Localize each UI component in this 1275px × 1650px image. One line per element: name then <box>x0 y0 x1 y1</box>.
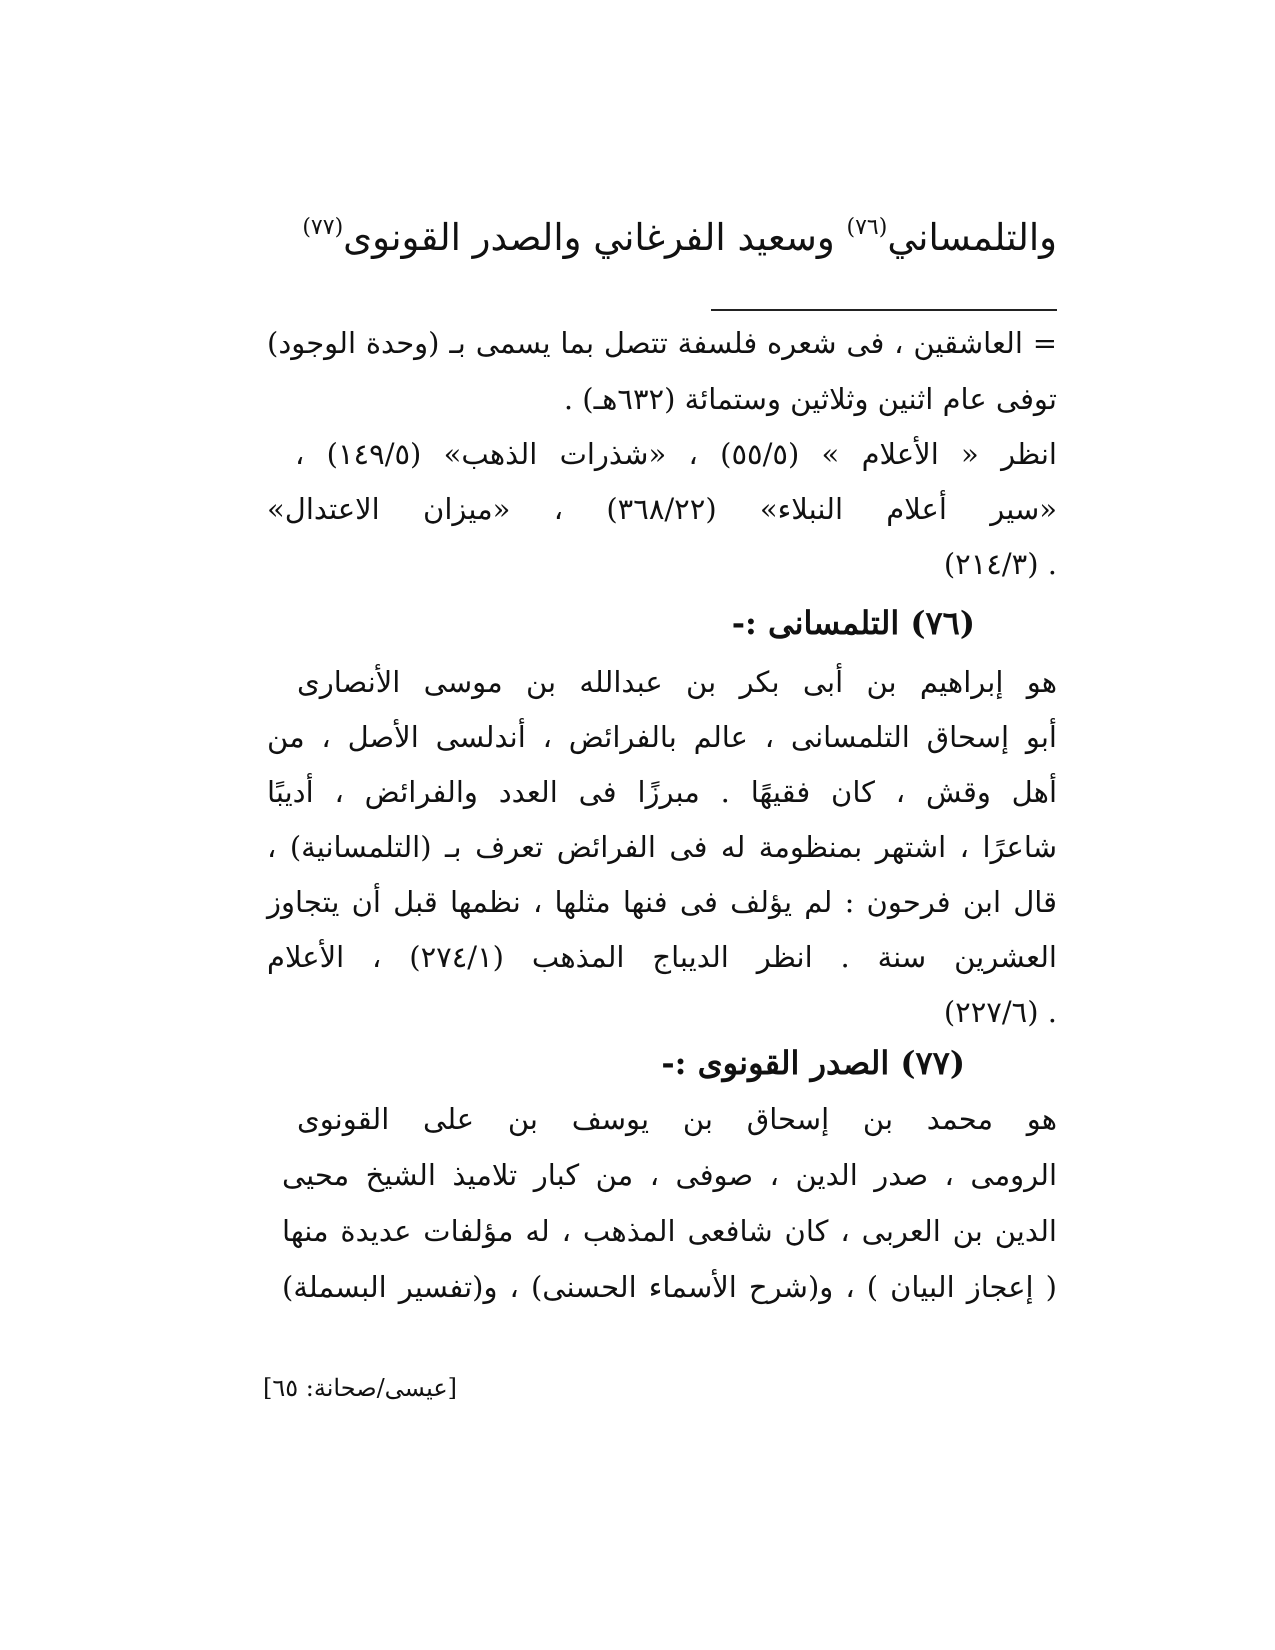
footnote-cont-line-3: انظر « الأعلام » (٥٥/٥) ، «شذرات الذهب» (١٤٩/٥) ، <box>295 437 1057 471</box>
footnote-77-line-2: الرومى ، صدر الدين ، صوفى ، من كبار تلاميذ الشيخ محيى <box>282 1158 1057 1192</box>
main-text-part-2: وسعيد الفرغاني والصدر القونوى <box>343 216 847 259</box>
main-text-line <box>257 208 1057 268</box>
footnote-77-line-3: الدين بن العربى ، كان شافعى المذهب ، له مؤلفات عديدة منها <box>282 1214 1057 1248</box>
footnote-76-line-7: . (٢٢٧/٦) <box>943 995 1057 1029</box>
footnote-cont-line-1: = العاشقين ، فى شعره فلسفة تتصل بما يسمى بـ (وحدة الوجود) <box>267 326 1057 360</box>
footnote-76-line-5: قال ابن فرحون : لم يؤلف فى فنها مثلها ، نظمها قبل أن يتجاوز <box>267 885 1057 919</box>
page-signature: [عيسى/صحانة: ٦٥] <box>262 1374 457 1402</box>
footnote-76-heading: (٧٦) التلمسانى :- <box>731 604 975 642</box>
footnote-cont-line-4: «سير أعلام النبلاء» (٣٦٨/٢٢) ، «ميزان الاعتدال» <box>267 492 1057 526</box>
footnote-76-line-6: العشرين سنة . انظر الديباج المذهب (٢٧٤/١) ، الأعلام <box>267 940 1057 974</box>
footnote-ref-76[interactable]: (٧٦) <box>846 215 888 240</box>
footnote-77-line-1: هو محمد بن إسحاق بن يوسف بن على القونوى <box>297 1102 1057 1136</box>
footnote-77-heading: (٧٧) الصدر القونوى :- <box>661 1044 965 1082</box>
footnote-cont-line-5: . (٢١٤/٣) <box>943 547 1057 581</box>
footnote-77-line-4: ( إعجاز البيان ) ، و(شرح الأسماء الحسنى) ، و(تفسير البسملة) <box>282 1270 1057 1304</box>
footnote-76-line-4: شاعرًا ، اشتهر بمنظومة له فى الفرائض تعرف بـ (التلمسانية) ، <box>267 830 1057 864</box>
main-text-part-1: والتلمساني <box>887 216 1057 259</box>
footnote-76-line-1: هو إبراهيم بن أبى بكر بن عبدالله بن موسى الأنصارى <box>297 665 1057 699</box>
footnote-cont-line-2: توفى عام اثنين وثلاثين وستمائة (٦٣٢هـ) . <box>563 382 1057 416</box>
footnote-76-line-2: أبو إسحاق التلمسانى ، عالم بالفرائض ، أندلسى الأصل ، من <box>267 720 1057 754</box>
footnote-ref-77[interactable]: (٧٧) <box>302 215 344 240</box>
footnote-76-line-3: أهل وقش ، كان فقيهًا . مبرزًا فى العدد والفرائض ، أديبًا <box>267 775 1057 809</box>
footnote-separator <box>711 309 1057 311</box>
